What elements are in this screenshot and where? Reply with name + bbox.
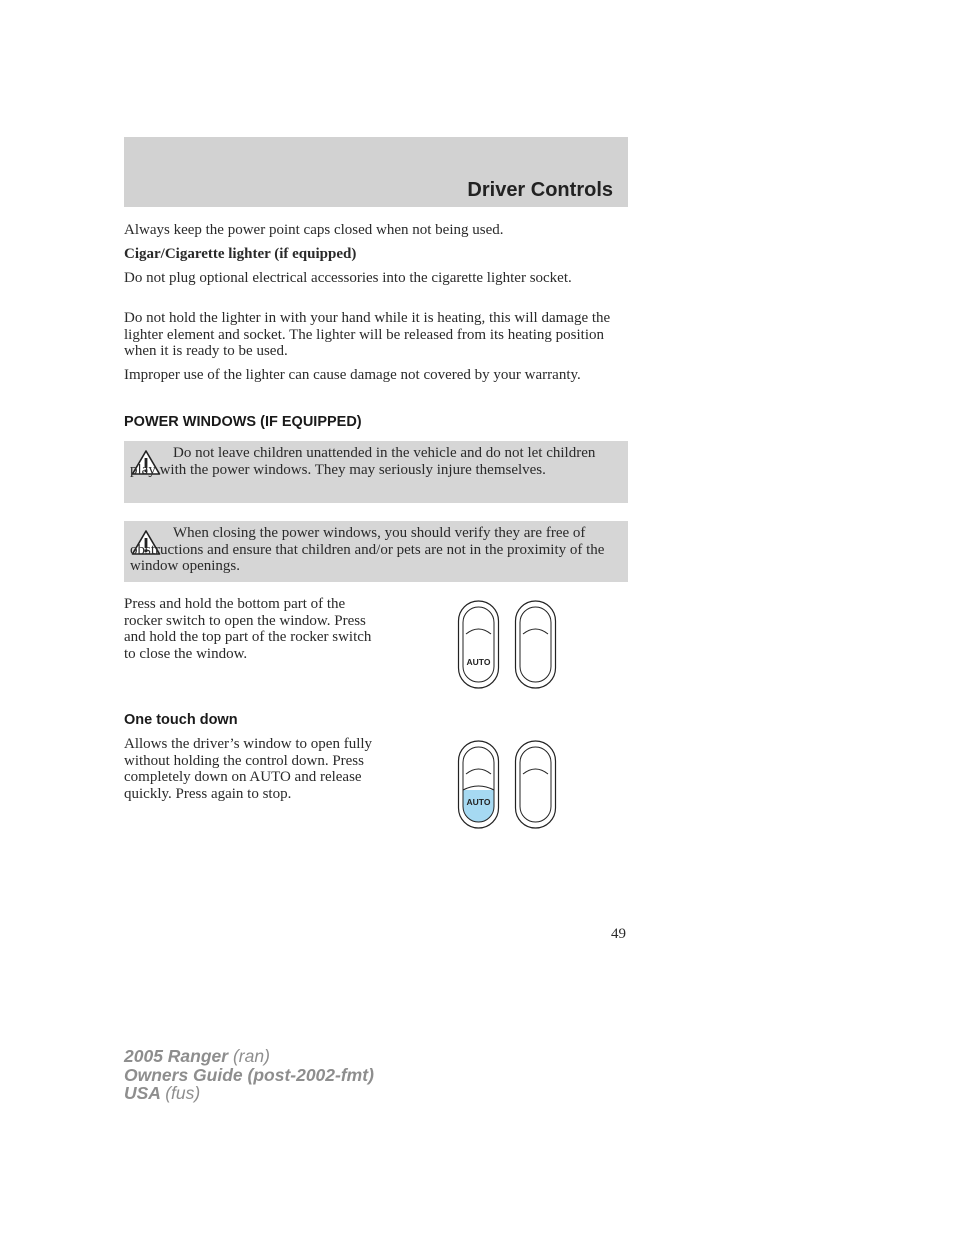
auto-label: AUTO [466,657,491,667]
window-switch-figure [455,598,560,692]
section-title: Driver Controls [467,179,613,201]
footer-guide: Owners Guide (post-2002-fmt) [124,1064,374,1085]
one-touch-instructions: Allows the driver’s window to open fully without holding the control down. Press completely down on AUTO and release quickly. Press again to stop. [124,736,373,802]
footer-market-code: (fus) [165,1083,201,1103]
warning-box-obstructions [124,521,628,582]
footer-line-guide [124,1066,374,1085]
lighter-paragraph-1: Do not plug optional electrical accessories into the cigarette lighter socket. [124,270,572,286]
rocker-switch-instructions: Press and hold the bottom part of the rocker switch to open the window. Press and hold the top part of the rocker switch to close the window. [124,596,372,662]
warning-text-children: Do not leave children unattended in the vehicle and do not let children play with the power windows. They may seriously injure themselves. [130,445,596,478]
warning-box-children [124,441,628,503]
footer-line-market [124,1084,374,1103]
footer-market: USA [124,1083,161,1103]
page-number: 49 [611,926,626,942]
one-touch-down-heading: One touch down [124,712,238,728]
power-windows-heading: POWER WINDOWS (IF EQUIPPED) [124,414,362,430]
warning-text-obstructions: When closing the power windows, you should verify they are free of obstructions and ensure that children and/or pets are not in the proximity of the window openings. [130,525,605,574]
section-header-band [124,137,628,207]
footer-model: 2005 Ranger [124,1046,229,1066]
power-point-caps-note: Always keep the power point caps closed when not being used. [124,222,504,238]
lighter-paragraph-2: Do not hold the lighter in with your hand while it is heating, this will damage the lighter element and socket. The lighter will be released from its heating position when it is ready to be used. [124,310,611,359]
footer-line-model [124,1047,374,1066]
footer-model-code: (ran) [232,1046,270,1066]
auto-label: AUTO [466,797,491,807]
window-switch-auto-figure [455,738,560,832]
lighter-heading: Cigar/Cigarette lighter (if equipped) [124,246,357,262]
lighter-paragraph-3: Improper use of the lighter can cause damage not covered by your warranty. [124,367,581,383]
document-footer [124,1047,374,1103]
